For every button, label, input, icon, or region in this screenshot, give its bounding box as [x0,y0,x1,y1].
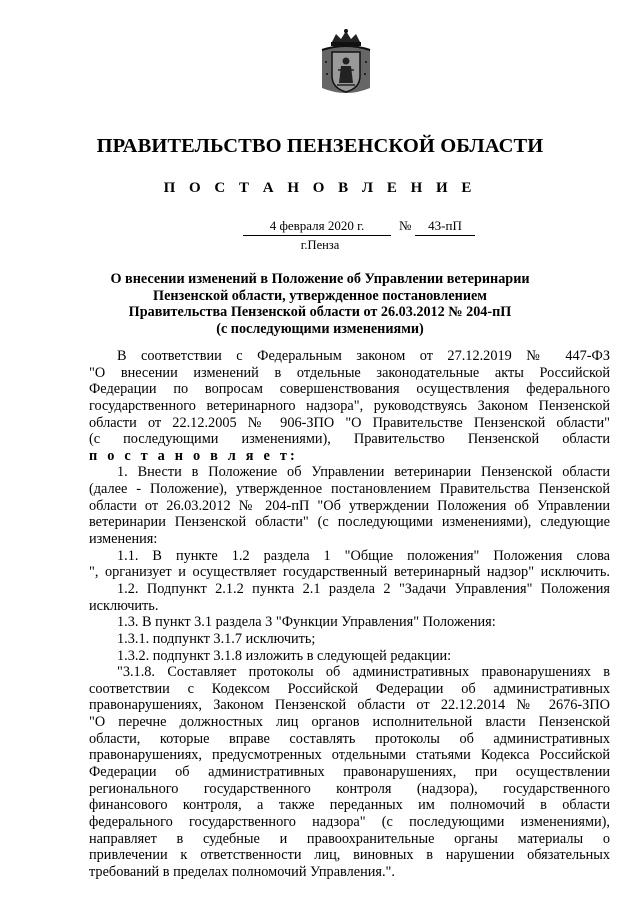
body-line: изменения: [89,531,158,548]
body-line: соответствии с Кодексом Российской Федерации об административных [89,680,610,697]
body-line: "О внесении изменений в отдельные законодательные акты Российской [89,364,610,381]
document-type: П О С Т А Н О В Л Е Н И Е [163,180,477,196]
body-line: (с последующими изменениями), Правительство Пензенской области [89,431,610,448]
body-line: ", организует и осуществляет государственный ветеринарный надзор" исключить. [89,564,610,581]
body-line: Федерации по вопросам совершенствования осуществления федерального [89,381,610,398]
body-line: 1.3.1. подпункт 3.1.7 исключить; [117,630,316,647]
body-line: области, которые вправе составлять протоколы об административных [89,730,610,747]
body-line: (далее - Положение), утвержденное постановлением Правительства Пензенской [89,481,610,498]
body-line: 1.1. В пункте 1.2 раздела 1 "Общие положения" Положения слова [117,547,610,564]
body-line: государственного ветеринарного надзора", руководствуясь Законом Пензенской [89,397,610,414]
body-line: регионального государственного контроля (надзора), государственного [89,780,610,797]
body-line: правонарушениях, Законом Пензенской области от 22.12.2014 № 2676-ЗПО [89,697,610,714]
document-heading [60,271,580,337]
government-title: ПРАВИТЕЛЬСТВО ПЕНЗЕНСКОЙ ОБЛАСТИ [96,135,544,157]
body-line: "О перечне должностных лиц органов исполнительной власти Пензенской [89,714,610,731]
body-line: правонарушениях, предусмотренных отдельными статьями Кодекса Российской [89,747,610,764]
heading-line: О внесении изменений в Положение об Управлении ветеринарии [110,271,530,287]
document-body [89,348,610,881]
penza-coat-of-arms-icon [318,28,374,98]
body-line: 1.3. В пункт 3.1 раздела 3 "Функции Управления" Положения: [117,614,496,631]
body-line: привлечении к ответственности лиц, виновных в нарушении обязательных [89,847,610,864]
body-line: ветеринарии Пензенской области" (с последующими изменениями), следующие [89,514,610,531]
body-line: направляет в судебные и правоохранительные органы материалы о [89,830,610,847]
heading-line: (с последующими изменениями) [216,320,424,337]
body-line: 1.2. Подпункт 2.1.2 пункта 2.1 раздела 2 "Задачи Управления" Положения [117,580,610,597]
body-line: 1. Внести в Положение об Управлении ветеринарии Пензенской области [117,464,610,481]
document-number: 43-пП [415,218,475,236]
body-line: области от 22.12.2005 № 906-ЗПО "О Правительстве Пензенской области" [89,414,610,431]
document-date: 4 февраля 2020 г. [243,218,391,236]
body-line: области от 26.03.2012 № 204-пП "Об утверждении Положения об Управлении [89,497,610,514]
body-line: В соответствии с Федеральным законом от 27.12.2019 № 447-ФЗ [117,348,610,364]
body-line: исключить. [89,597,159,614]
body-line: федерального государственного надзора" (с последующими изменениями), [89,813,610,830]
resolves-word: п о с т а н о в л я е т: [89,447,299,464]
city-label: г.Пенза [300,238,340,252]
body-line: "3.1.8. Составляет протоколы об административных правонарушениях в [117,664,610,681]
body-line: 1.3.2. подпункт 3.1.8 изложить в следующей редакции: [117,647,452,664]
body-line: финансового контроля, а также переданных им полномочий в области [89,797,610,814]
body-line: требований в пределах полномочий Управления.". [89,863,395,880]
heading-line: Пензенской области, утвержденное постановлением [153,287,487,304]
heading-line: Правительства Пензенской области от 26.03.2012 № 204-пП [128,304,512,320]
number-sign: № [399,218,412,233]
body-line: Федерации об административных правонарушениях, при осуществлении [89,764,610,781]
